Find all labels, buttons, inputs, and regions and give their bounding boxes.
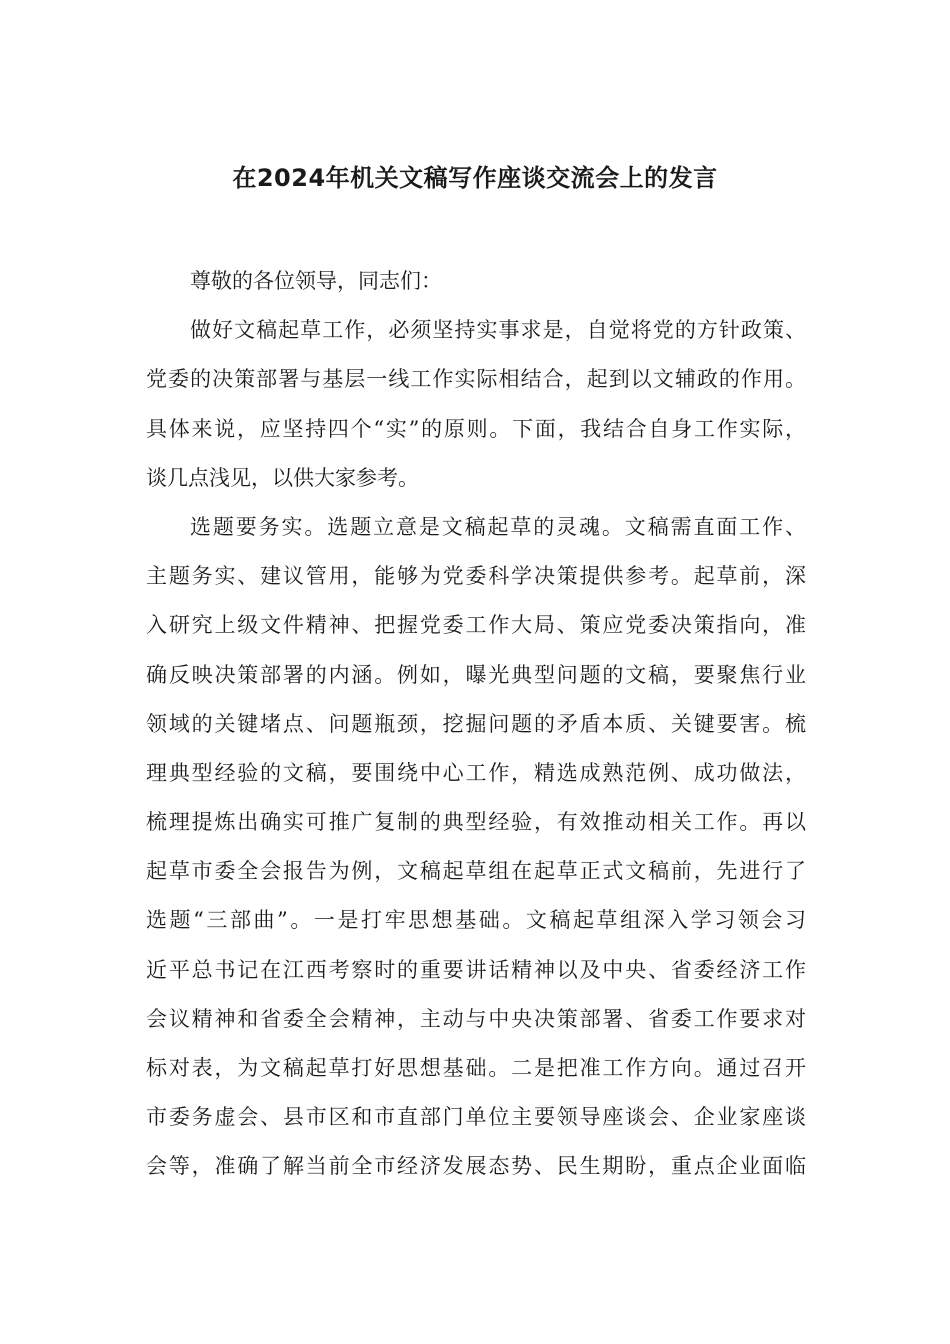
paragraph-line: 会议精神和省委全会精神，主动与中央决策部署、省委工作要求对 bbox=[146, 1006, 806, 1031]
paragraph-line: 做好文稿起草工作，必须坚持实事求是，自觉将党的方针政策、 bbox=[190, 318, 806, 343]
paragraph-line: 梳理提炼出确实可推广复制的典型经验，有效推动相关工作。再以 bbox=[146, 810, 806, 835]
paragraph-line: 主题务实、建议管用，能够为党委科学决策提供参考。起草前，深 bbox=[146, 564, 806, 589]
document-title: 在2024年机关文稿写作座谈交流会上的发言 bbox=[232, 164, 718, 192]
salutation-line: 尊敬的各位领导，同志们： bbox=[190, 269, 442, 293]
paragraph-line: 确反映决策部署的内涵。例如，曝光典型问题的文稿，要聚焦行业 bbox=[146, 662, 806, 687]
paragraph-line: 领域的关键堵点、问题瓶颈，挖掘问题的矛盾本质、关键要害。梳 bbox=[146, 711, 806, 736]
paragraph-line: 具体来说，应坚持四个“实”的原则。下面，我结合自身工作实际， bbox=[146, 416, 806, 441]
paragraph-line: 起草市委全会报告为例，文稿起草组在起草正式文稿前，先进行了 bbox=[146, 859, 806, 884]
paragraph-line: 市委务虚会、县市区和市直部门单位主要领导座谈会、企业家座谈 bbox=[146, 1105, 806, 1130]
paragraph-line: 选题要务实。选题立意是文稿起草的灵魂。文稿需直面工作、 bbox=[190, 514, 806, 539]
paragraph-line: 近平总书记在江西考察时的重要讲话精神以及中央、省委经济工作 bbox=[146, 957, 806, 982]
paragraph-line: 会等，准确了解当前全市经济发展态势、民生期盼，重点企业面临 bbox=[146, 1154, 806, 1179]
paragraph-line: 党委的决策部署与基层一线工作实际相结合，起到以文辅政的作用。 bbox=[146, 367, 806, 392]
document-body bbox=[146, 257, 806, 1192]
paragraph-line: 理典型经验的文稿，要围绕中心工作，精选成熟范例、成功做法， bbox=[146, 760, 806, 785]
paragraph-line: 入研究上级文件精神、把握党委工作大局、策应党委决策指向，准 bbox=[146, 613, 806, 638]
paragraph-line: 选题“三部曲”。一是打牢思想基础。文稿起草组深入学习领会习 bbox=[146, 908, 806, 933]
paragraph-line: 谈几点浅见，以供大家参考。 bbox=[146, 465, 419, 490]
paragraph-line: 标对表，为文稿起草打好思想基础。二是把准工作方向。通过召开 bbox=[146, 1056, 806, 1080]
